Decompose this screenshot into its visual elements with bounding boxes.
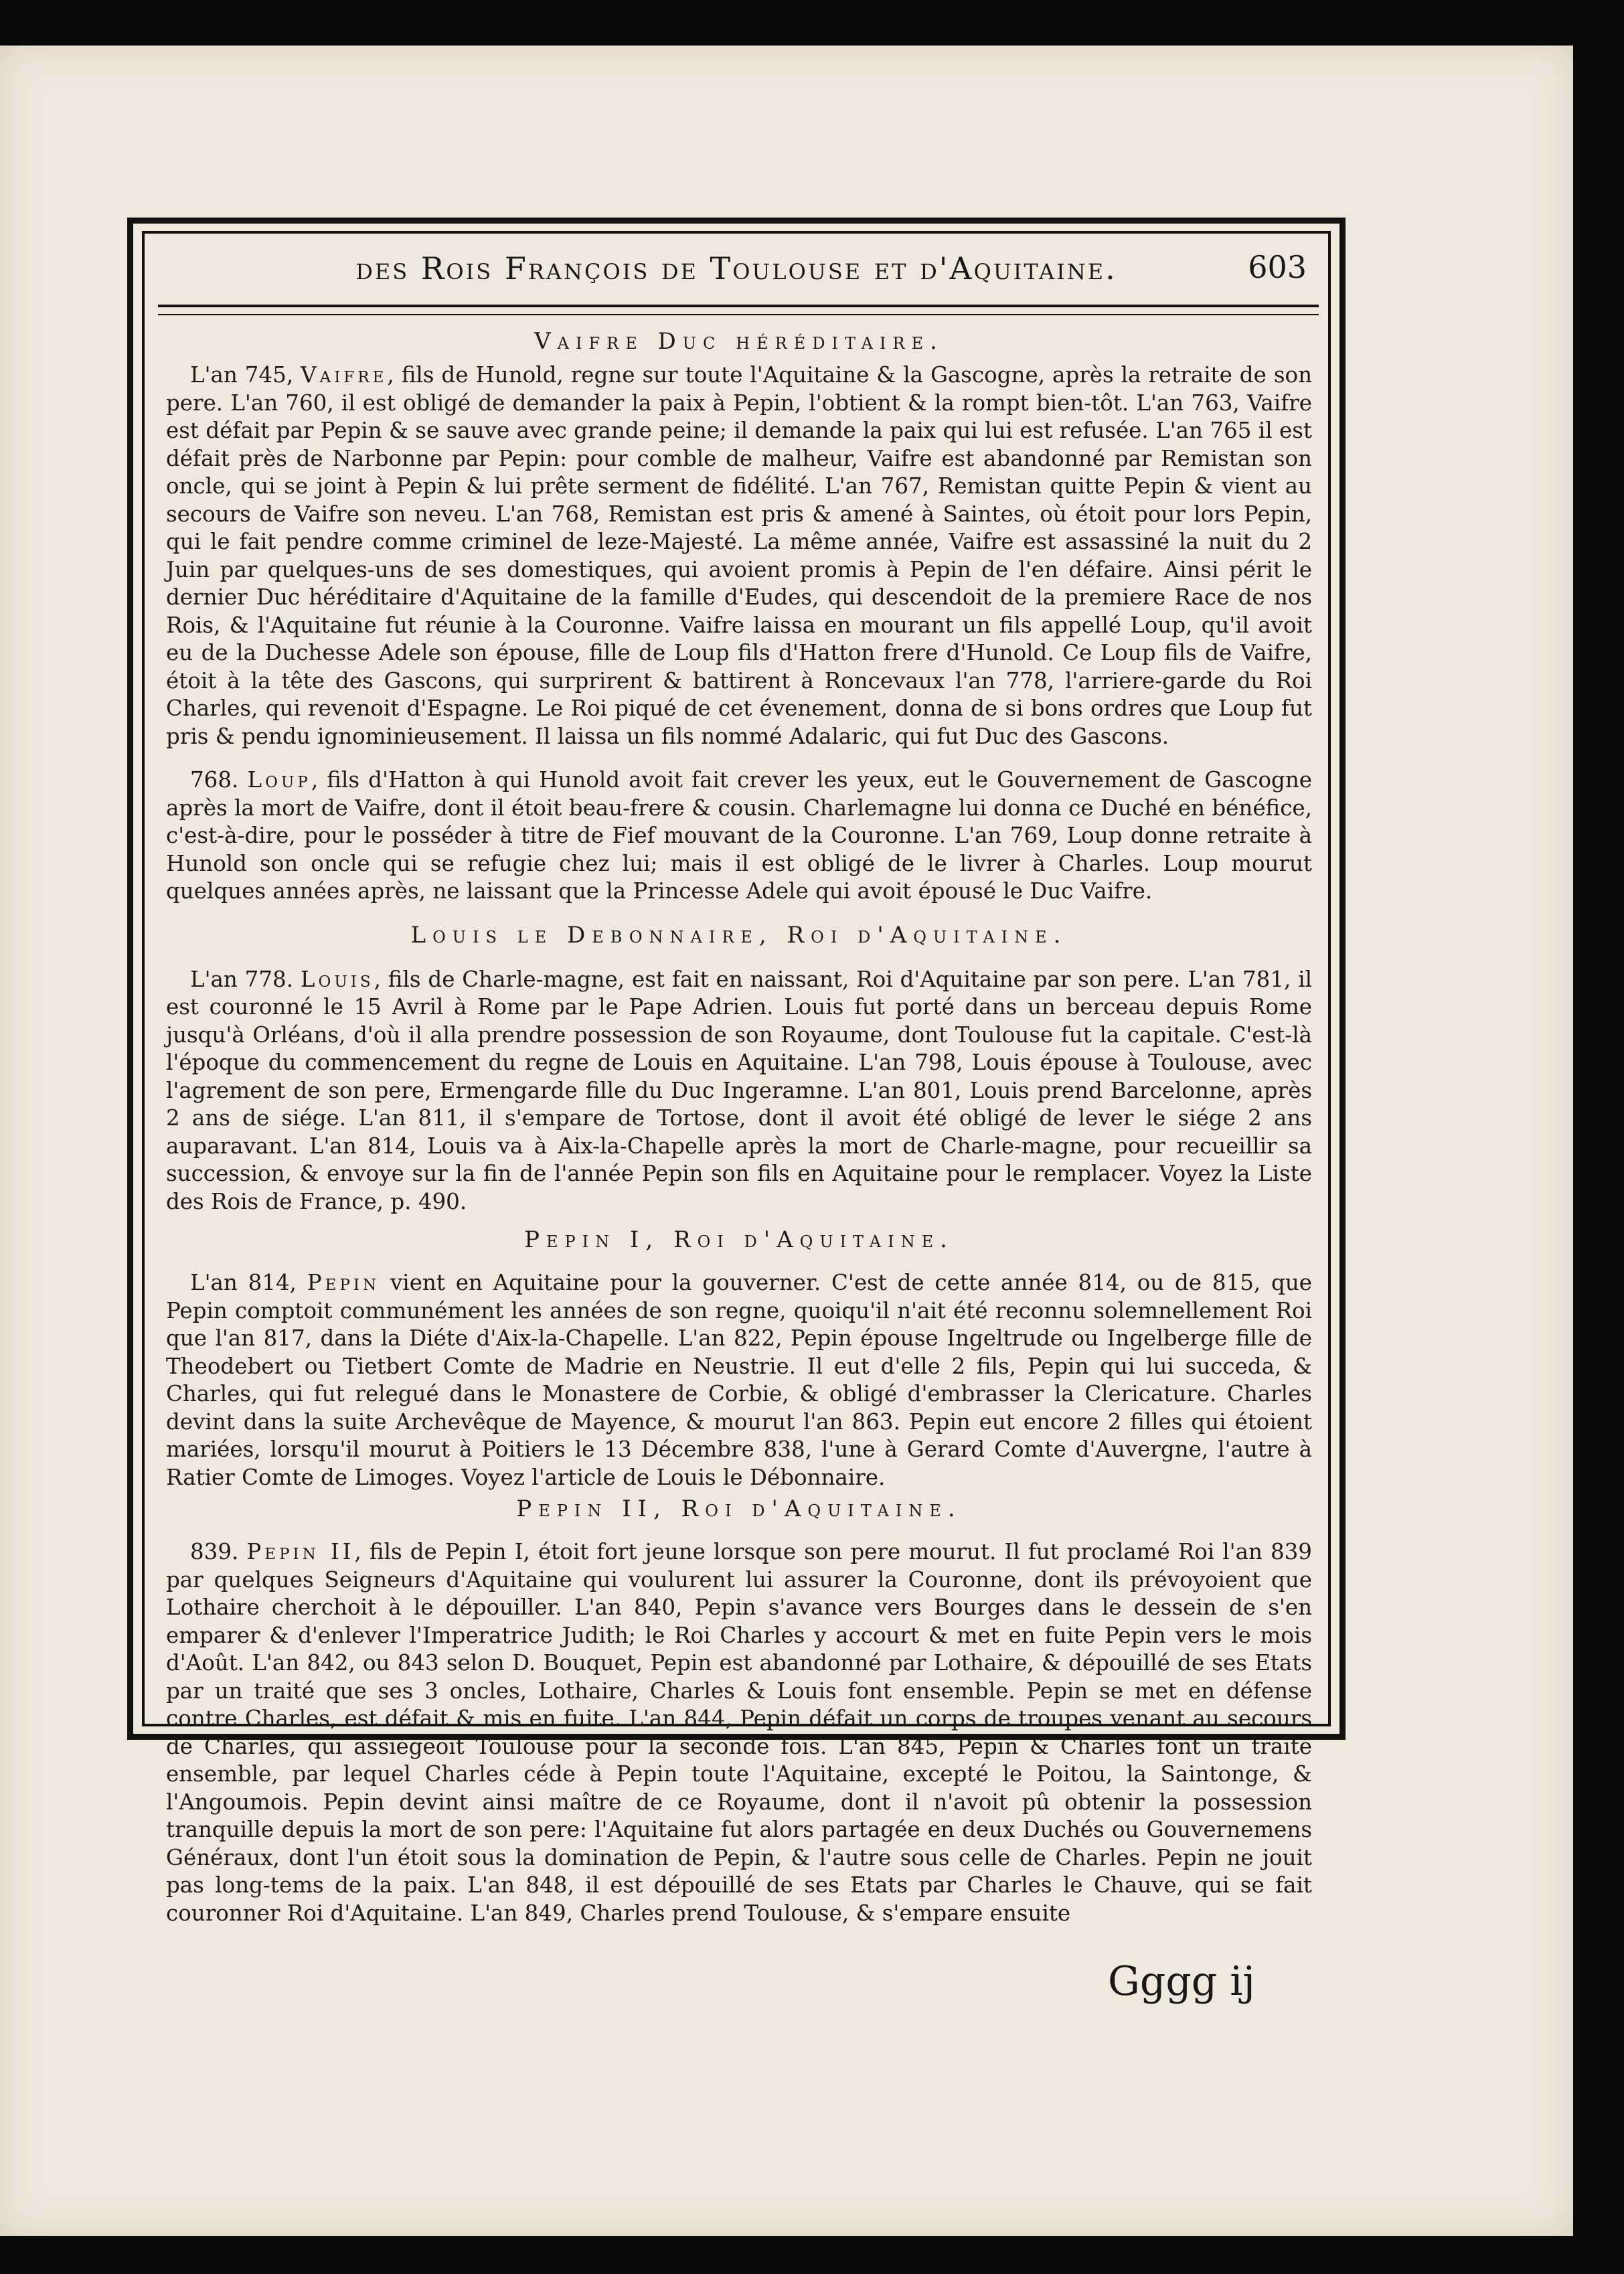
paragraph-name: Louis	[300, 966, 374, 992]
paragraph-lead: 839.	[190, 1539, 247, 1564]
paragraph-name: Pepin	[307, 1270, 380, 1295]
paragraph-text: , fils de Hunold, regne sur toute l'Aquitaine & la Gascogne, après la retraite de son pere. L'an 760, il est obligé de demander la paix à Pepin, l'obtient & la rompt bien-tôt. L'an 763, Vaifre est défait par Pepin & se sauve avec grande peine; il demande la paix qui lui est refusée. L'an 765 il est défait près de Narbonne par Pepin: pour comble de malheur, Vaifre est abandonné par Remistan son oncle, qui se joint à Pepin & lui prête serment de fidélité. L'an 767, Remistan quitte Pepin & vient au secours de Vaifre son neveu. L'an 768, Remistan est pris & amené à Saintes, où étoit pour lors Pepin, qui le fait pendre comme criminel de leze-Majesté. La même année, Vaifre est assassiné la nuit du 2 Juin par quelques-uns de ses domestiques, qui avoient promis à Pepin de l'en défaire. Ainsi périt le dernier Duc héréditaire d'Aquitaine de la famille d'Eudes, qui descendoit de la premiere Race de nos Rois, & l'Aquitaine fut réunie à la Couronne. Vaifre laissa en mourant un fils appellé Loup, qu'il avoit eu de la Duchesse Adele son épouse, fille de Loup fils d'Hatton frere d'Hunold. Ce Loup fils de Vaifre, étoit à la tête des Gascons, qui surprirent & battirent à Roncevaux l'an 778, l'arriere-garde du Roi Charles, qui revenoit d'Espagne. Le Roi piqué de cet évenement, donna de si bons ordres que Loup fut pris & pendu ignominieusement. Il laissa un fils nommé Adalaric, qui fut Duc des Gascons.	[166, 362, 1312, 749]
paragraph-louis	[166, 966, 1312, 1216]
paragraph-lead: L'an 745,	[190, 362, 301, 388]
paragraph-lead: 768.	[190, 767, 248, 793]
section-heading-pepin-i: Pepin I, Roi d'Aquitaine.	[524, 1226, 954, 1253]
paragraph-pepin-i	[166, 1269, 1312, 1491]
paragraph-lead: L'an 778.	[190, 966, 301, 992]
page-number: 603	[1248, 249, 1307, 285]
paragraph-text: , fils de Charle-magne, est fait en naissant, Roi d'Aquitaine par son pere. L'an 781, il est couronné le 15 Avril à Rome par le Pape Adrien. Louis fut porté dans un berceau depuis Rome jusqu'à Orléans, d'où il alla prendre possession de son Royaume, dont Toulouse fut la capitale. C'est-là l'époque du commencement du regne de Louis en Aquitaine. L'an 798, Louis épouse à Toulouse, avec l'agrement de son pere, Ermengarde fille du Duc Ingeramne. L'an 801, Louis prend Barcelonne, après 2 ans de siége. L'an 811, il s'empare de Tortose, dont il avoit été obligé de lever le siége 2 ans auparavant. L'an 814, Louis va à Aix-la-Chapelle après la mort de Charle-magne, pour recueillir sa succession, & envoye sur la fin de l'année Pepin son fils en Aquitaine pour le remplacer. Voyez la Liste des Rois de France, p. 490.	[166, 966, 1312, 1214]
section-heading-vaifre: Vaifre Duc héréditaire.	[534, 328, 944, 355]
paragraph-vaifre	[166, 361, 1312, 750]
paragraph-name: Pepin II	[246, 1539, 355, 1564]
paragraph-text: , fils d'Hatton à qui Hunold avoit fait crever les yeux, eut le Gouvernement de Gascogne après la mort de Vaifre, dont il étoit beau-frere & cousin. Charlemagne lui donna ce Duché en bénéfice, c'est-à-dire, pour le posséder à titre de Fief mouvant de la Couronne. L'an 769, Loup donne retraite à Hunold son oncle qui se refugie chez lui; mais il est obligé de le livrer à Charles. Loup mourut quelques années après, ne laissant que la Princesse Adele qui avoit épousé le Duc Vaifre.	[166, 767, 1312, 904]
paragraph-text: , fils de Pepin I, étoit fort jeune lorsque son pere mourut. Il fut proclamé Roi l'an 839 par quelques Seigneurs d'Aquitaine qui voulurent lui assurer la Couronne, dont ils prévoyoient que Lothaire cherchoit à le dépouiller. L'an 840, Pepin s'avance vers Bourges dans le dessein de s'en emparer & d'enlever l'Imperatrice Judith; le Roi Charles y accourt & met en fuite Pepin vers le mois d'Août. L'an 842, ou 843 selon D. Bouquet, Pepin est abandonné par Lothaire, & dépouillé de ses Etats par un traité que ses 3 oncles, Lothaire, Charles & Louis font ensemble. Pepin se met en défense contre Charles, est défait & mis en fuite. L'an 844, Pepin défait un corps de troupes venant au secours de Charles, qui assiégeoit Toulouse pour la seconde fois. L'an 845, Pepin & Charles font un traité ensemble, par lequel Charles céde à Pepin toute l'Aquitaine, excepté le Poitou, la Saintonge, & l'Angoumois. Pepin devint ainsi maître de ce Royaume, dont il n'avoit pû obtenir la possession tranquille depuis la mort de son pere: l'Aquitaine fut alors partagée en deux Duchés ou Gouvernemens Généraux, dont l'un étoit sous la domination de Pepin, & l'autre sous celle de Charles. Pepin ne jouit pas long-tems de la paix. L'an 848, il est dépouillé de ses Etats par Charles le Chauve, qui se fait couronner Roi d'Aquitaine. L'an 849, Charles prend Toulouse, & s'empare ensuite	[166, 1539, 1312, 1926]
signature-mark: Gggg ij	[1108, 1958, 1256, 2005]
paragraph-name: Loup	[247, 767, 311, 793]
running-title: des Rois François de Toulouse et d'Aquitaine.	[355, 250, 1117, 287]
paragraph-pepin-ii	[166, 1538, 1312, 1927]
section-heading-louis: Louis le Debonnaire, Roi d'Aquitaine.	[410, 921, 1068, 949]
header-rule-thick	[158, 305, 1319, 307]
section-heading-pepin-ii: Pepin II, Roi d'Aquitaine.	[516, 1495, 962, 1522]
paragraph-loup	[166, 766, 1312, 906]
paragraph-lead: L'an 814,	[190, 1270, 307, 1295]
paragraph-name: Vaifre	[301, 362, 388, 388]
header-rule-thin	[158, 314, 1319, 315]
page-body	[166, 327, 1312, 1926]
paragraph-text: vient en Aquitaine pour la gouverner. C'est de cette année 814, ou de 815, que Pepin comptoit communément les années de son regne, quoiqu'il n'ait été reconnu solemnellement Roi que l'an 817, dans la Diéte d'Aix-la-Chapelle. L'an 822, Pepin épouse Ingeltrude ou Ingelberge fille de Theodebert ou Tietbert Comte de Madrie en Neustrie. Il eut d'elle 2 fils, Pepin qui lui succeda, & Charles, qui fut relegué dans le Monastere de Corbie, & obligé d'embrasser la Clericature. Charles devint dans la suite Archevêque de Mayence, & mourut l'an 863. Pepin eut encore 2 filles qui étoient mariées, lorsqu'il mourut à Poitiers le 13 Décembre 838, l'une à Gerard Comte d'Auvergne, l'autre à Ratier Comte de Limoges. Voyez l'article de Louis le Débonnaire.	[166, 1270, 1312, 1490]
page-header	[142, 238, 1331, 305]
